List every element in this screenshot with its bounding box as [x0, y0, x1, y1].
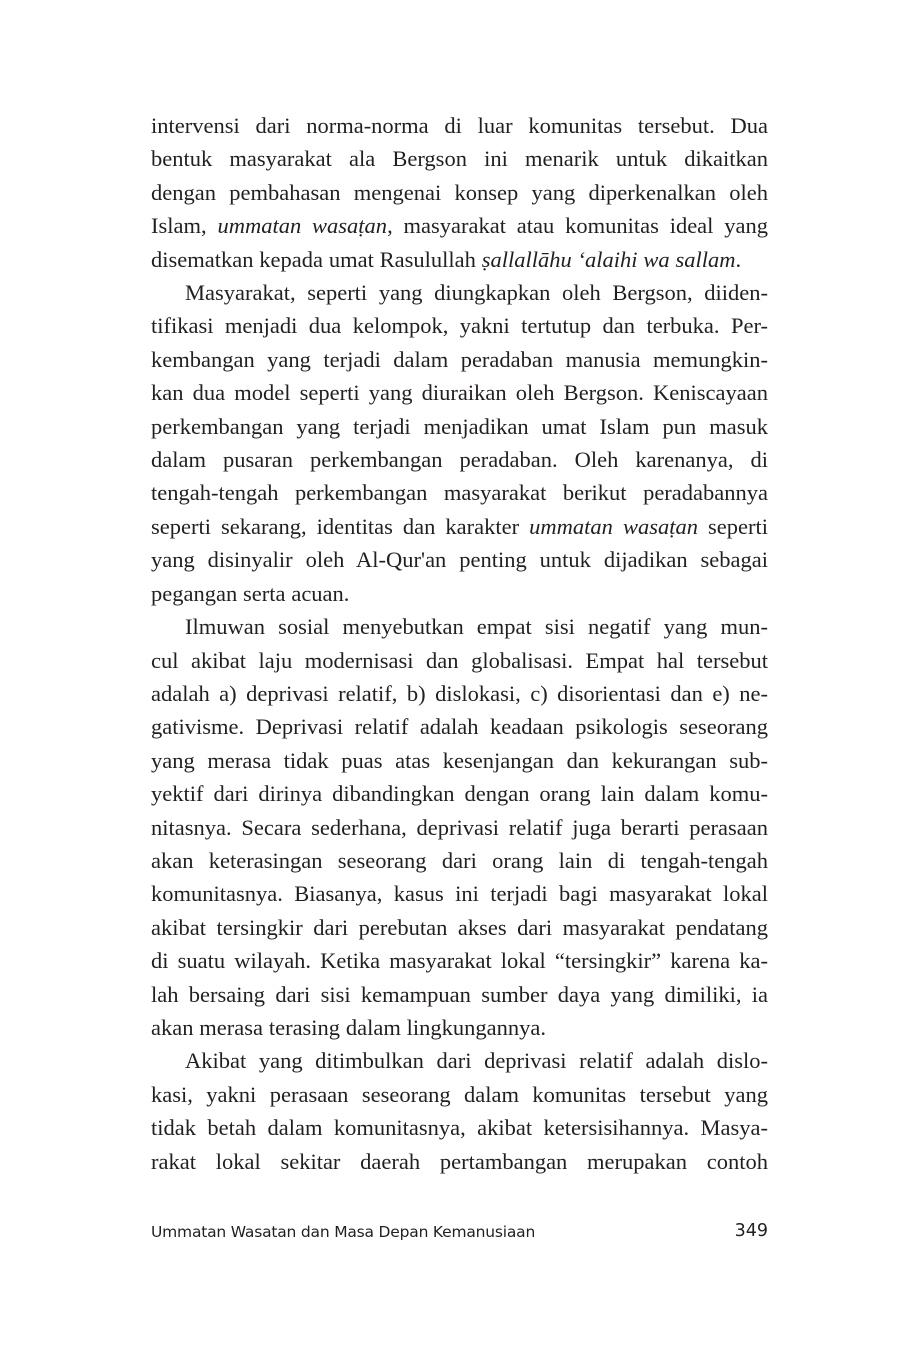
text-line: tifikasi menjadi dua kelompok, yakni tertutup dan terbuka. Per- — [151, 313, 768, 339]
body-text — [151, 109, 768, 1178]
text-line — [151, 510, 768, 543]
paragraph-3 — [151, 610, 768, 1044]
text-line: yang disinyalir oleh Al-Qur'an penting untuk dijadikan sebagai — [151, 547, 768, 573]
text-line: kan dua model seperti yang diuraikan oleh Bergson. Keniscayaan — [151, 380, 768, 406]
text-line: komunitasnya. Biasanya, kasus ini terjadi bagi masyarakat lokal — [151, 881, 768, 907]
text-line: akan keterasingan seseorang dari orang lain di tengah-tengah — [151, 847, 768, 873]
text-line: pegangan serta acuan. — [151, 580, 350, 606]
italic-term: ṣallallāhu ‘alaihi wa sallam — [481, 246, 736, 272]
paragraph-4 — [151, 1044, 768, 1178]
text-line — [151, 243, 768, 276]
page-footer — [151, 1223, 768, 1249]
text-line: di suatu wilayah. Ketika masyarakat lokal “tersingkir” karena ka- — [151, 948, 768, 974]
italic-term: ummatan wasaṭan — [217, 213, 388, 239]
text-segment: disematkan kepada umat Rasulullah — [151, 246, 482, 272]
text-line: akan merasa terasing dalam lingkungannya. — [151, 1014, 547, 1040]
italic-term: ummatan wasaṭan — [529, 513, 698, 539]
text-segment: . — [735, 246, 742, 272]
text-line: Akibat yang ditimbulkan dari deprivasi relatif adalah dislo- — [185, 1048, 768, 1074]
paragraph-1 — [151, 109, 768, 276]
text-line: perkembangan yang terjadi menjadikan umat Islam pun masuk — [151, 413, 768, 439]
text-line: gativisme. Deprivasi relatif adalah keadaan psikologis seseorang — [151, 714, 768, 740]
text-segment: Islam, — [151, 213, 218, 239]
text-line: bentuk masyarakat ala Bergson ini menarik untuk dikaitkan — [151, 146, 768, 172]
text-line: tidak betah dalam komunitasnya, akibat ketersisihannya. Masya- — [151, 1115, 768, 1141]
text-segment: seperti sekarang, identitas dan karakter — [151, 513, 530, 539]
text-line: kembangan yang terjadi dalam peradaban manusia memungkin- — [151, 346, 768, 372]
text-line: lah bersaing dari sisi kemampuan sumber daya yang dimiliki, ia — [151, 981, 768, 1007]
text-line: dalam pusaran perkembangan peradaban. Oleh karenanya, di — [151, 447, 768, 473]
text-segment: , masyarakat atau komunitas ideal yang — [387, 213, 768, 239]
text-line: yang merasa tidak puas atas kesenjangan dan kekurangan sub- — [151, 747, 768, 773]
text-line: nitasnya. Secara sederhana, deprivasi relatif juga berarti perasaan — [151, 814, 768, 840]
text-line — [151, 209, 768, 242]
paragraph-2 — [151, 276, 768, 610]
text-line: kasi, yakni perasaan seseorang dalam komunitas tersebut yang — [151, 1081, 768, 1107]
page-number: 349 — [734, 1221, 768, 1241]
text-line: adalah a) deprivasi relatif, b) dislokasi, c) disorientasi dan e) ne- — [151, 680, 768, 706]
text-line: rakat lokal sekitar daerah pertambangan merupakan contoh — [151, 1148, 768, 1174]
running-title: Ummatan Wasatan dan Masa Depan Kemanusiaan — [151, 1223, 536, 1241]
text-line: tengah-tengah perkembangan masyarakat berikut peradabannya — [151, 480, 768, 506]
text-line: dengan pembahasan mengenai konsep yang diperkenalkan oleh — [151, 179, 768, 205]
text-line: Masyarakat, seperti yang diungkapkan oleh Bergson, diiden- — [185, 280, 768, 306]
text-line: akibat tersingkir dari perebutan akses dari masyarakat pendatang — [151, 914, 768, 940]
text-line: yektif dari dirinya dibandingkan dengan orang lain dalam komu- — [151, 781, 768, 807]
text-segment: seperti — [697, 513, 768, 539]
text-line: Ilmuwan sosial menyebutkan empat sisi negatif yang mun- — [185, 614, 768, 640]
text-line: intervensi dari norma-norma di luar komunitas tersebut. Dua — [151, 113, 768, 138]
text-line: cul akibat laju modernisasi dan globalisasi. Empat hal tersebut — [151, 647, 768, 673]
